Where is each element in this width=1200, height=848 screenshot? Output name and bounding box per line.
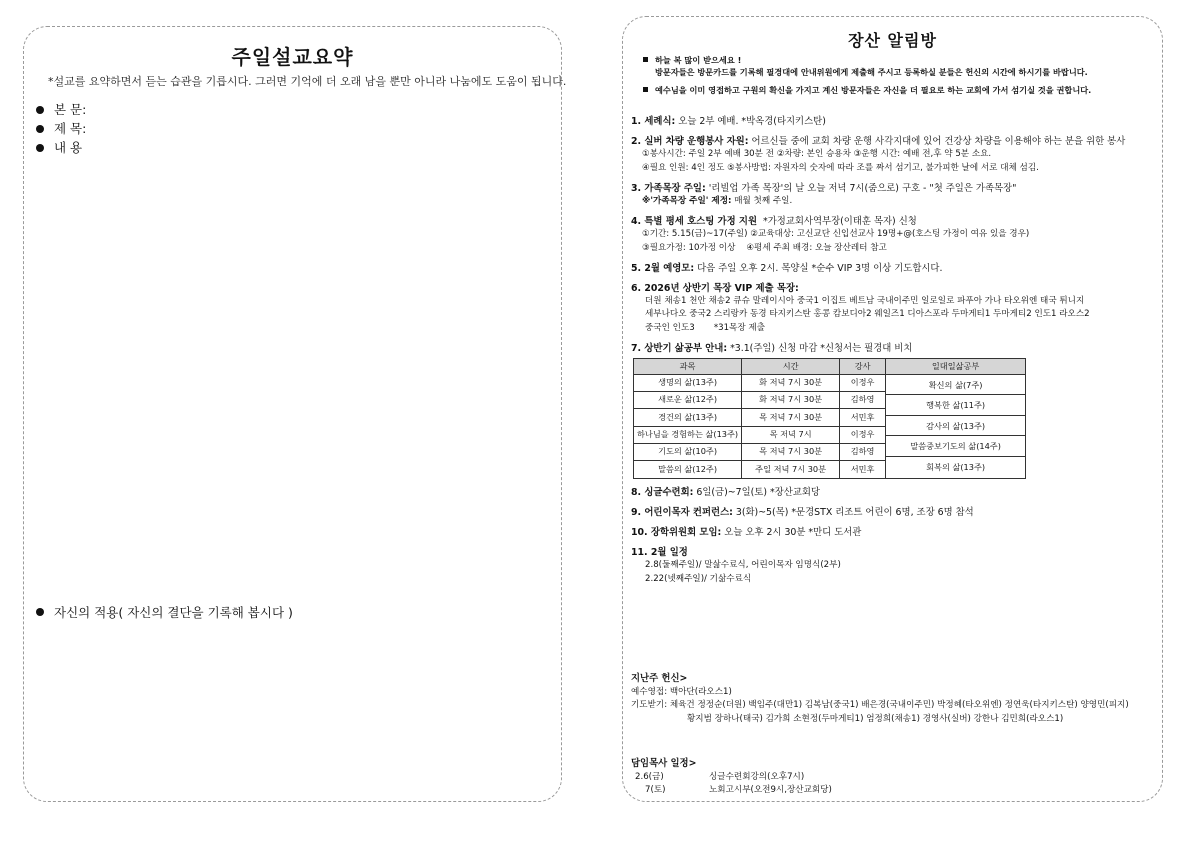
square-bullet-icon bbox=[643, 87, 648, 92]
section-title: 11. 2월 일정 bbox=[631, 547, 688, 559]
section-text: 3(화)~5(목) *문경STX 리조트 어린이 6명, 조장 6명 참석 bbox=[735, 506, 974, 518]
section-line: 세부나다오 중국2 스리랑카 동경 타지키스탄 홍콩 캄보디아2 웨일즈1 디아스포라 두마게티1 두마게티2 인도1 라오스2 bbox=[645, 309, 1090, 320]
last-week-line: 황지범 장하나(태국) 김가희 소현정(두마게티1) 엄정희(채송1) 경영사(실버) 강한나 김민희(라오스1) bbox=[687, 713, 1064, 724]
schedule-row bbox=[631, 771, 832, 785]
square-bullet-icon bbox=[643, 57, 648, 62]
sermon-field-text bbox=[36, 100, 86, 119]
daily-study-item: 감사의 삶(13주) bbox=[886, 416, 1025, 437]
table-cell: 화 저녁 7시 30분 bbox=[742, 374, 840, 391]
notice-line: 하늘 복 많이 받으세요 ! bbox=[655, 55, 742, 65]
section-line: ③필요가정: 10가정 이상 ④평세 주최 배경: 오늘 장산레터 참고 bbox=[642, 242, 887, 253]
life-study-table bbox=[633, 358, 1026, 478]
table-cell: 하나님을 경험하는 삶(13주) bbox=[634, 426, 742, 443]
table-cell: 생명의 삶(13주) bbox=[634, 374, 742, 391]
table-cell: 목 저녁 7시 bbox=[742, 426, 840, 443]
bullet-icon bbox=[36, 106, 44, 114]
announcement-sections bbox=[631, 115, 1156, 593]
section-line: 중국인 인도3 *31목장 제출 bbox=[645, 322, 765, 333]
section-title: 6. 2026년 상반기 목장 VIP 제출 목장: bbox=[631, 283, 799, 295]
table-cell: 말씀의 삶(12주) bbox=[634, 461, 742, 478]
schedule-date: 2.6(금) bbox=[635, 771, 664, 782]
section-title: 5. 2월 예영모: bbox=[631, 262, 695, 274]
section-title: 7. 상반기 삶공부 안내: bbox=[631, 342, 728, 354]
section-text: 어르신들 중에 교회 차량 운행 사각지대에 있어 건강상 차량을 이용해야 하는 분을 위한 봉사 bbox=[751, 136, 1126, 148]
last-week-line: 예수영접: 백아단(라오스1) bbox=[631, 686, 732, 697]
schedule-row bbox=[631, 784, 832, 798]
section-title: 9. 어린이목자 컨퍼런스: bbox=[631, 506, 733, 518]
sermon-field-label: 제 목: bbox=[54, 121, 87, 136]
section-title: 4. 특별 평세 호스팅 가정 지원 bbox=[631, 216, 758, 228]
section-vip-submission bbox=[631, 282, 1156, 335]
sermon-field-label: 본 문: bbox=[54, 102, 87, 117]
schedule-event: 노회고시부(오전9시,장산교회당) bbox=[709, 785, 832, 795]
last-week-title: 지난주 헌신> bbox=[631, 673, 688, 684]
sermon-summary-subtitle: *설교를 요약하면서 듣는 습관을 기릅시다. 그러면 기억에 더 오래 남을 뿐만 아니라 나눔에도 도움이 됩니다. bbox=[48, 75, 567, 88]
bullet-icon bbox=[36, 608, 44, 616]
daily-study-item: 말씀중보기도의 삶(14주) bbox=[886, 436, 1025, 457]
section-note: 매월 첫째 주일. bbox=[734, 196, 793, 207]
table-cell: 김하영 bbox=[840, 391, 886, 408]
section-text: *가정교회사역부장(이태훈 목자) 신청 bbox=[763, 216, 917, 228]
pastor-schedule bbox=[631, 757, 832, 798]
section-line: 더원 채송1 천안 채송2 큐슈 말레이시아 중국1 이집트 베트남 국내이주민 일로일로 파푸아 가나 타오위엔 태국 튀니지 bbox=[645, 296, 1085, 307]
section-family-sunday bbox=[631, 182, 1156, 208]
table-cell: 경건의 삶(13주) bbox=[634, 409, 742, 426]
table-cell: 목 저녁 7시 30분 bbox=[742, 443, 840, 460]
section-text: 오늘 2부 예배. *박옥경(타지키스탄) bbox=[678, 116, 826, 127]
column-header: 일대일삶공부 bbox=[886, 359, 1026, 375]
section-prayer-meeting bbox=[631, 262, 1156, 275]
table-cell: 목 저녁 7시 30분 bbox=[742, 409, 840, 426]
section-life-study bbox=[631, 342, 1156, 479]
section-baptism bbox=[631, 115, 1156, 128]
section-text: '리빌업 가족 목장'의 날 오늘 저녁 7시(줌으로) 구호 - "첫 주일은 가족목장" bbox=[708, 182, 1017, 194]
sermon-summary-title: 주일설교요약 bbox=[231, 45, 354, 69]
announcements-panel bbox=[622, 16, 1163, 802]
sermon-application-label: 자신의 적용( 자신의 결단을 기록해 봅시다 ) bbox=[54, 605, 293, 620]
section-line: 2.8(둘째주일)/ 말삶수료식, 어린이목자 임명식(2부) bbox=[645, 560, 841, 571]
table-cell: 주일 저녁 7시 30분 bbox=[742, 461, 840, 478]
daily-study-item: 행복한 삶(11주) bbox=[886, 395, 1025, 416]
section-note-label: ※'가족목장 주일' 제정: bbox=[642, 196, 732, 207]
table-cell: 서민후 bbox=[840, 409, 886, 426]
section-line: ④필요 인원: 4인 정도 ⑤봉사방법: 자원자의 숫자에 따라 조를 짜서 섬기고, 불가피한 날에 서로 대체 섬김. bbox=[642, 162, 1039, 173]
section-february-schedule bbox=[631, 546, 1156, 586]
section-text: 6일(금)~7일(토) *장산교회당 bbox=[696, 486, 820, 498]
welcome-notice bbox=[643, 54, 1154, 96]
daily-study-item: 확신의 삶(7주) bbox=[886, 375, 1025, 396]
section-line: 2.22(넷째주일)/ 기삶수료식 bbox=[645, 573, 752, 584]
schedule-event: 싱글수련회강의(오후7시) bbox=[709, 771, 805, 782]
sermon-field-content bbox=[36, 138, 86, 157]
announcements-title: 장산 알림방 bbox=[848, 31, 937, 50]
section-hosting bbox=[631, 215, 1156, 255]
section-title: 8. 싱글수련회: bbox=[631, 486, 694, 498]
notice-line: 방문자들은 방문카드를 기록해 필경대에 안내위원에게 제출해 주시고 등록하실 분들은 헌신의 시간에 하시기를 바랍니다. bbox=[655, 67, 1088, 77]
section-scholarship bbox=[631, 526, 1156, 539]
section-line: ①봉사시간: 주일 2부 예배 30분 전 ②차량: 본인 승용차 ③운행 시간: 예배 전,후 약 5분 소요. bbox=[642, 149, 992, 160]
section-text: 오늘 오후 2시 30분 *만디 도서관 bbox=[724, 526, 862, 538]
table-cell: 새로운 삶(12주) bbox=[634, 391, 742, 408]
last-week-devotion bbox=[631, 672, 1129, 726]
section-title: 1. 세례식: bbox=[631, 116, 676, 127]
last-week-line: 기도받기: 체육건 정정순(더원) 백임주(대만1) 김복남(중국1) 배은경(국내이주민) 박정혜(타오위엔) 정연욱(타지키스탄) 양영민(피지) bbox=[631, 700, 1129, 710]
section-singles-retreat bbox=[631, 486, 1156, 499]
column-header: 강사 bbox=[840, 359, 886, 375]
sermon-summary-panel bbox=[23, 26, 567, 802]
table-cell: 화 저녁 7시 30분 bbox=[742, 391, 840, 408]
section-text: *3.1(주일) 신청 마감 *신청서는 필경대 비치 bbox=[730, 342, 913, 354]
sermon-field-label: 내 용 bbox=[54, 140, 83, 155]
sermon-application bbox=[36, 603, 293, 621]
pastor-schedule-title: 담임목사 일정> bbox=[631, 758, 697, 769]
section-title: 3. 가족목장 주일: bbox=[631, 182, 706, 194]
notice-line: 예수님을 이미 영접하고 구원의 확신을 가지고 계신 방문자들은 자신을 더 필요로 하는 교회에 가서 섬기실 것을 권합니다. bbox=[655, 85, 1092, 95]
column-header: 시간 bbox=[742, 359, 840, 375]
daily-study-item: 회복의 삶(13주) bbox=[926, 461, 986, 472]
table-cell: 서민후 bbox=[840, 461, 886, 478]
table-cell: 이정우 bbox=[840, 374, 886, 391]
table-row bbox=[634, 374, 1026, 391]
sermon-fields-list bbox=[36, 100, 86, 157]
table-header-row bbox=[634, 359, 1026, 375]
daily-study-cell bbox=[886, 374, 1026, 478]
section-kids-conference bbox=[631, 506, 1156, 519]
table-cell: 기도의 삶(10주) bbox=[634, 443, 742, 460]
bullet-icon bbox=[36, 144, 44, 152]
section-silver-driving bbox=[631, 135, 1156, 175]
section-title: 2. 실버 차량 운행봉사 자원: bbox=[631, 136, 749, 148]
section-text: 다음 주일 오후 2시. 목양실 *순수 VIP 3명 이상 기도합시다. bbox=[697, 262, 943, 274]
bullet-icon bbox=[36, 125, 44, 133]
section-line: ①기간: 5.15(금)~17(주일) ②교육대상: 고신교단 신입선교사 19명+@(호스팅 가정이 여유 있을 경우) bbox=[642, 229, 1030, 240]
section-title: 10. 장학위원회 모임: bbox=[631, 526, 722, 538]
schedule-date: 7(토) bbox=[645, 785, 666, 795]
table-cell: 이정우 bbox=[840, 426, 886, 443]
column-header: 과목 bbox=[634, 359, 742, 375]
table-cell: 김하영 bbox=[840, 443, 886, 460]
sermon-field-title bbox=[36, 119, 86, 138]
